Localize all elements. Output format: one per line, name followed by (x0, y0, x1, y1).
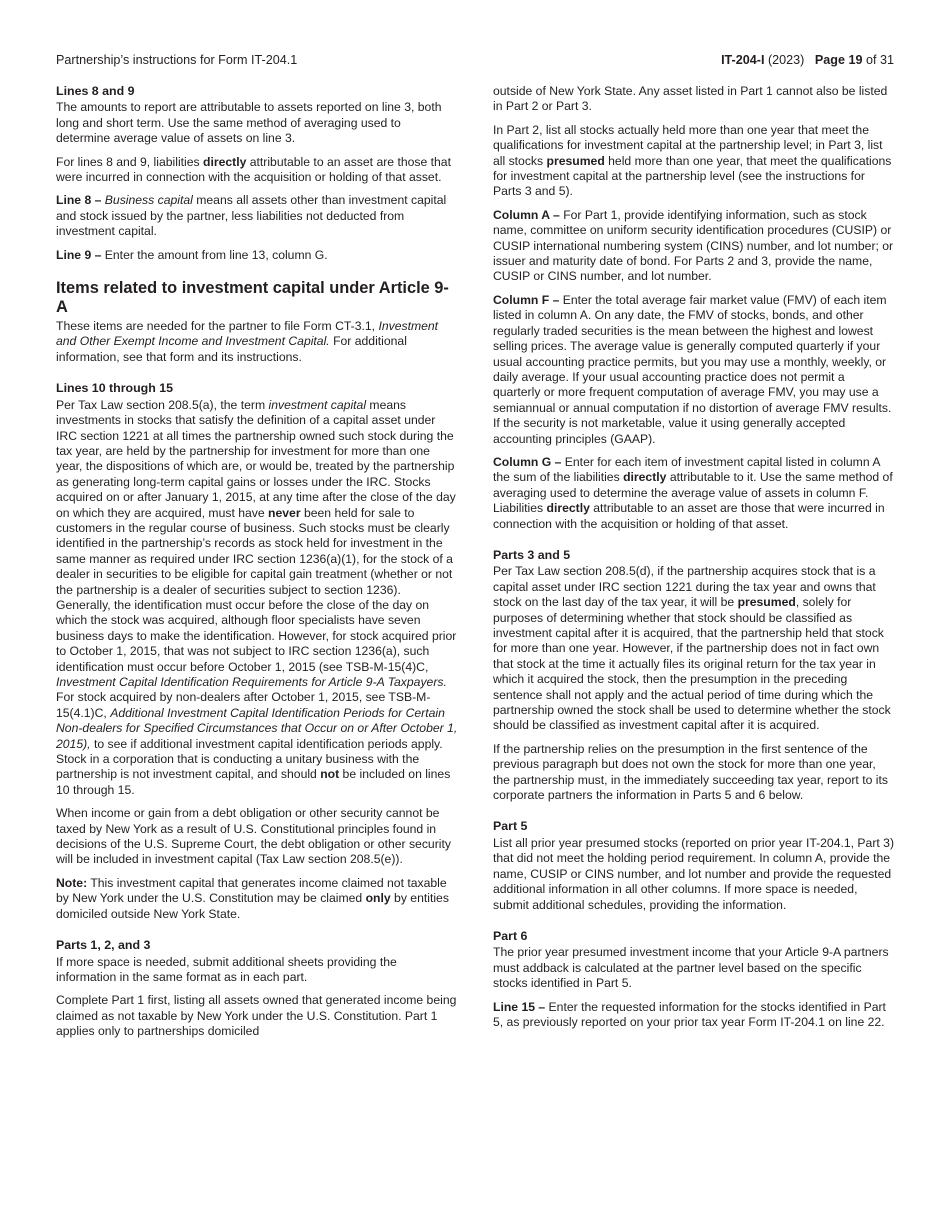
right-column (493, 84, 895, 1038)
para-lines-8-9-a: The amounts to report are attributable to assets reported on line 3, both long and short term. Use the same method of averaging used to determine average value of assets on line 3. (56, 100, 442, 146)
para-parts-3-5-b: If the partnership relies on the presumption in the first sentence of the previous paragraph but does not own the stock for more than one year, the partnership must, in the immediately succeeding tax year, report to its corporate partners the information in Parts 5 and 6 below. (493, 741, 888, 803)
header-page-label: Page 19 (814, 53, 863, 67)
page-header (56, 53, 894, 71)
para-parts-1-2-3-b: Complete Part 1 first, listing all assets owned that generated income being claimed as not taxable by New York under the U.S. Constitution. Part 1 applies only to partnerships domiciled (56, 993, 457, 1039)
para-note: Note: This investment capital that generates income claimed not taxable by New York under the U.S. Constitution may be claimed only by entities domiciled outside New York State. (56, 875, 449, 921)
para-line-8: Line 8 – Business capital means all assets other than investment capital and stock issued by the partner, less liabilities not deducted from investment capital. (56, 193, 447, 239)
para-column-a: Column A – For Part 1, provide identifying information, such as stock name, committee on uniform security identification procedures (CUSIP) or CUSIP international numbering system (CINS) number, and lot number; or issuer and maturity date of bond. For Parts 2 and 3, provide the name, CUSIP or CINS number, and lot number. (493, 207, 894, 284)
heading-lines-10-15: Lines 10 through 15 (56, 381, 174, 396)
para-lines-8-9-b: For lines 8 and 9, liabilities directly attributable to an asset are those that were incurred in connection with the acquisition or holding of that asset. (56, 154, 451, 185)
left-column (56, 84, 458, 1048)
heading-items-investment-capital: Items related to investment capital under Article 9-A (56, 279, 449, 317)
header-page-info (721, 53, 894, 68)
para-part1-continued: outside of New York State. Any asset listed in Part 1 cannot also be listed in Part 2 or Part 3. (493, 84, 888, 114)
para-column-g: Column G – Enter for each item of investment capital listed in column A the sum of the liabilities directly attributable to it. Use the same method of averaging used to determine the average value of assets in column F. Liabilities directly attributable to an asset are those that were incurred in connection with the acquisition or holding of that asset. (493, 454, 893, 531)
heading-parts-1-2-3: Parts 1, 2, and 3 (56, 938, 151, 953)
header-year: (2023) (767, 53, 805, 67)
para-part-6: The prior year presumed investment income that your Article 9-A partners must addback is calculated at the partner level based on the specific stocks identified in Part 5. (493, 945, 889, 991)
para-items: These items are needed for the partner to file Form CT-3.1, Investment and Other Exempt Income and Investment Capital. For additional information, see that form and its instructions. (56, 319, 439, 364)
heading-lines-8-9: Lines 8 and 9 (56, 84, 135, 98)
heading-part-6: Part 6 (493, 928, 528, 943)
para-column-f: Column F – Enter the total average fair market value (FMV) of each item listed in column A. On any date, the FMV of stocks, bonds, and other regularly traded securities is the mean between the highest and lowest selling prices. The average value is generally computed quarterly if your usual accounting practice permits, but you may use a monthly, weekly, or daily average. If your usual accounting practice does not permit a quarterly or more frequent computation of average FMV, you may use a semiannual or annual computation if no distortion of average FMV results. If the security is not marketable, value it using generally accepted accounting principles (GAAP). (493, 292, 892, 446)
heading-part-5: Part 5 (493, 819, 528, 834)
para-parts-1-2-3-a: If more space is needed, submit additional sheets providing the information in the same format as in each part. (56, 954, 397, 984)
para-line-15: Line 15 – Enter the requested information for the stocks identified in Part 5, as previously reported on your prior tax year Form IT-204.1 on line 22. (493, 999, 886, 1029)
para-parts-3-5-a: Per Tax Law section 208.5(d), if the partnership acquires stock that is a capital asset under IRC section 1221 during the tax year and owns that stock on the last day of the tax year, it will be presumed, solely for purposes of determining whether that stock should be classified as investment capital after it is acquired, that the partnership held that stock for more than one year. However, if the partnership does not in fact own that stock at the time it actually files its original return for the tax year in which it acquired the stock, then the presumption in the preceding sentence shall not apply and the actual period of time during which the partnership owned the stock shall be used to determine whether the stock should be classified as investment capital after it is acquired. (493, 564, 891, 733)
heading-parts-3-5: Parts 3 and 5 (493, 547, 571, 562)
header-form: IT-204-I (721, 53, 765, 67)
para-line-9: Line 9 – Enter the amount from line 13, column G. (56, 247, 328, 262)
para-part-5: List all prior year presumed stocks (reported on prior year IT-204.1, Part 3) that did not meet the holding period requirement. In column A, provide the name, CUSIP or CINS number, and lot number and provide the requested additional information in all other columns. If more space is needed, submit additional schedules, providing the information. (493, 835, 895, 912)
para-lines-10-15: Per Tax Law section 208.5(a), the term investment capital means investments in stocks that satisfy the definition of a capital asset under IRC section 1221 at all times the partnership owned such stock during the tax year, are held by the partnership for investment for more than one year, the dispositions of which are, or would be, treated by the partnership as generating long-term capital gains or losses under the IRC. Stocks acquired on or after January 1, 2015, at any time after the close of the day on which they are acquired, must have never been held for sale to customers in the regular course of business. Such stocks must be clearly identified in the partnership’s records as stock held for investment in the same manner as required under IRC section 1236(a)(1), for the stock of a dealer in securities to be eligible for capital gain treatment (whether or not the partnership is a dealer of securities subject to section 1236). Generally, the identification must occur before the close of the day on which the stock was acquired, although floor specialists have seven business days to make the identification. However, for stock acquired prior to October 1, 2015, that was not subject to IRC section 1236(a), such identification must occur before October 1, 2015 (see TSB-M-15(4)C, Investment Capital Identification Requirements for Article 9-A Taxpayers. For stock acquired by non-dealers after October 1, 2015, see TSB-M-15(4.1)C, Additional Investment Capital Identification Periods for Certain Non-dealers for Specified Circumstances that Occur on or After October 1, 2015), to see if additional investment capital identification periods apply. Stock in a corporation that is conducting a unitary business with the partnership is not investment capital, and should not be included on lines 10 through 15. (56, 397, 458, 797)
header-title: Partnership’s instructions for Form IT-204.1 (56, 53, 298, 67)
para-part2: In Part 2, list all stocks actually held more than one year that meet the qualifications for investment capital at the partnership level; in Part 3, list all stocks presumed held more than one year, that meet the qualifications for investment capital at the partnership level (see the instructions for Parts 3 and 5). (493, 122, 892, 199)
header-page-of: of 31 (865, 53, 894, 67)
para-debt-obligation: When income or gain from a debt obligation or other security cannot be taxed by New York as a result of U.S. Constitutional principles found in decisions of the U.S. Supreme Court, the debt obligation or other security will be included in investment capital (Tax Law section 208.5(e)). (56, 806, 451, 867)
